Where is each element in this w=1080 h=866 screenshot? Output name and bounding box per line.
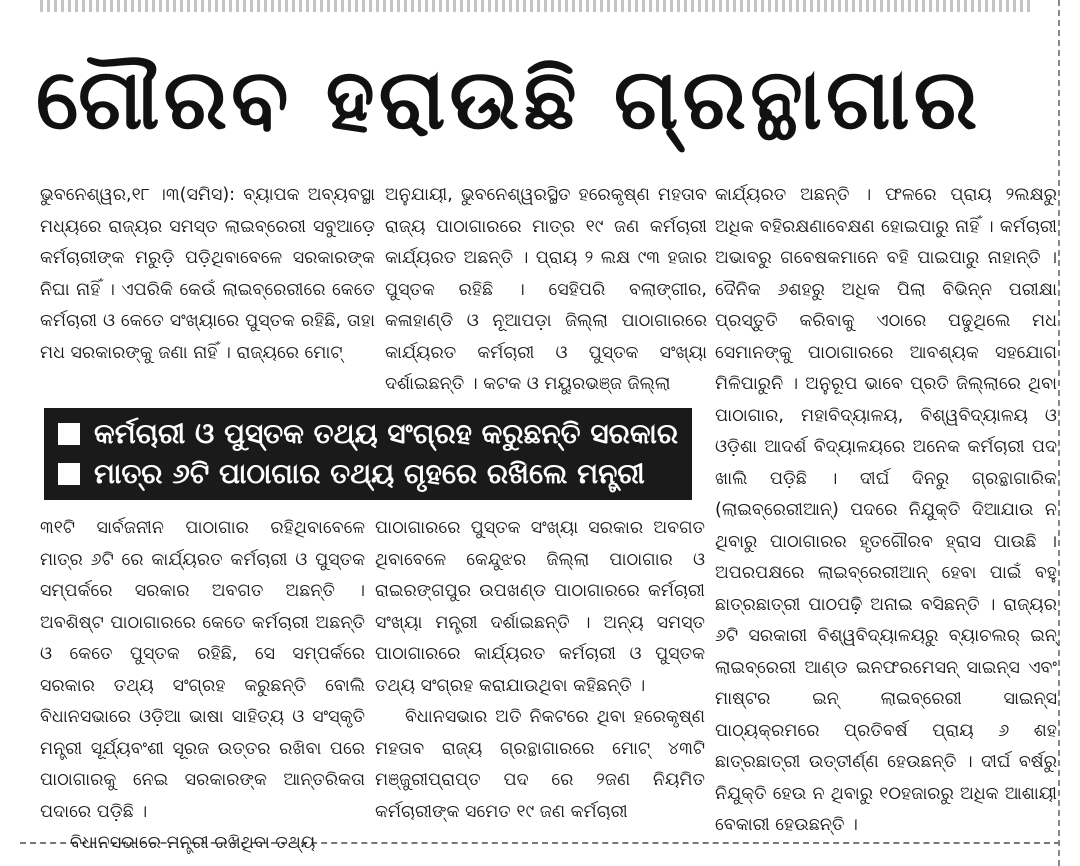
bullet-square-icon bbox=[58, 463, 80, 485]
column-2-top bbox=[385, 180, 707, 415]
highlight-line-2 bbox=[58, 454, 678, 494]
column-2-bottom bbox=[375, 513, 705, 833]
column-3 bbox=[715, 180, 1057, 835]
clipping-edge bbox=[40, 0, 1030, 12]
headline: ଗୌରବ ହରାଉଛି ଗ୍ରନ୍ଥାଗାର bbox=[36, 50, 982, 148]
column-1-top bbox=[40, 180, 375, 415]
highlight-text: ମାତ୍ର ୬ଟି ପାଠାଗାର ତଥ୍ୟ ଗୃହରେ ରଖିଲେ ମନ୍ତ୍ରୀ bbox=[94, 457, 645, 490]
paragraph: ବିଧାନସଭାରେ ମନ୍ତ୍ରୀ ରଖିଥିବା ତଥ୍ୟ bbox=[70, 833, 316, 853]
paragraph: ଅନୁଯାୟୀ, ଭୁବନେଶ୍ୱରସ୍ଥିତ ହରେକୃଷ୍ଣ ମହତାବ ରାଜ୍ୟ ପାଠାଗାରରେ ମାତ୍ର ୧୯ ଜଣ କର୍ମଚାରୀ କାର୍ଯ୍ୟରତ ଅଛନ୍ତି । ପ୍ରାୟ ୨ ଲକ୍ଷ ୯୩ ହଜାର ପୁସ୍ତକ ରହିଛି । ସେହିପରି ବଲାଙ୍ଗୀର, କଳାହାଣ୍ଡି ଓ ନୂଆପଡ଼ା ଜିଲ୍ଲା ପାଠାଗାରରେ କାର୍ଯ୍ୟରତ କର୍ମଚାରୀ ଓ ପୁସ୍ତକ ସଂଖ୍ୟା ଦର୍ଶାଇଛନ୍ତି । କଟକ ଓ ମୟୁରଭଞ୍ଜ ଜିଲ୍ଲା bbox=[385, 185, 707, 394]
paragraph: ୩୧ଟି ସାର୍ବଜନୀନ ପାଠାଗାର ରହିଥିବାବେଳେ ମାତ୍ର ୬ଟି ରେ କାର୍ଯ୍ୟରତ କର୍ମଚାରୀ ଓ ପୁସ୍ତକ ସମ୍ପର୍କରେ ସରକାର ଅବଗତ ଅଛନ୍ତି । ଅବଶିଷ୍ଟ ପାଠାଗାରରେ କେତେ କର୍ମଚାରୀ ଅଛନ୍ତି ଓ କେତେ ପୁସ୍ତକ ରହିଛି, ସେ ସମ୍ପର୍କରେ ସରକାର ତଥ୍ୟ ସଂଗ୍ରହ କରୁଛନ୍ତି ବୋଲି ବିଧାନସଭାରେ ଓଡ଼ିଆ ଭାଷା ସାହିତ୍ୟ ଓ ସଂସ୍କୃତି ମନ୍ତ୍ରୀ ସୂର୍ଯ୍ୟବଂଶୀ ସୂରଜ ଉତ୍ତର ରଖିବା ପରେ ପାଠାଗାରକୁ ନେଇ ସରକାରଙ୍କ ଆନ୍ତରିକତା ପଦାରେ ପଡ଼ିଛି । bbox=[40, 518, 365, 822]
paragraph: କାର୍ଯ୍ୟରତ ଅଛନ୍ତି । ଫଳରେ ପ୍ରାୟ ୨ଲକ୍ଷରୁ ଅଧିକ ବହିରକ୍ଷଣାବେକ୍ଷଣ ହୋଇପାରୁ ନାହିଁ । କର୍ମଚାରୀ ଅଭାବରୁ ଗବେଷକମାନେ ବହି ପାଇପାରୁ ନାହାନ୍ତି । ଦୈନିକ ୬ଶହରୁ ଅଧିକ ପିଲା ବିଭିନ୍ନ ପରୀକ୍ଷା ପ୍ରସ୍ତୁତି କରିବାକୁ ଏଠାରେ ପଢୁଥିଲେ ମଧ ସେମାନଙ୍କୁ ପାଠାଗାରରେ ଆବଶ୍ୟକ ସହଯୋଗ ମିଳିପାରୁନି । ଅନୁରୂପ ଭାବେ ପ୍ରତି ଜିଲ୍ଲାରେ ଥିବା ପାଠାଗାର, ମହାବିଦ୍ୟାଳୟ, ବିଶ୍ୱବିଦ୍ୟାଳୟ ଓ ଓଡ଼ିଶା ଆଦର୍ଶ ବିଦ୍ୟାଳୟରେ ଅନେକ କର୍ମଚାରୀ ପଦ ଖାଲି ପଡ଼ିଛି । ଦୀର୍ଘ ଦିନରୁ ଗ୍ରନ୍ଥାଗାରିକ (ଲାଇବ୍ରେରୀଆନ୍) ପଦରେ ନିଯୁକ୍ତି ଦିଆଯାଉ ନ ଥିବାରୁ ପାଠାଗାରର ହୃତଗୌରବ ହ୍ରାସ ପାଉଛି । ଅପରପକ୍ଷରେ ଲାଇବ୍ରେରୀଆନ୍ ହେବା ପାଇଁ ବହୁ ଛାତ୍ରଛାତ୍ରୀ ପାଠପଢ଼ି ଅନାଇ ବସିଛନ୍ତି । ରାଜ୍ୟର ୬ଟି ସରକାରୀ ବିଶ୍ୱବିଦ୍ୟାଳୟରୁ ବ୍ୟାଚଲର୍ ଇନ୍ ଲାଇବ୍ରେରୀ ଆଣ୍ଡ ଇନଫରମେସନ୍ ସାଇନ୍ସ ଏବଂ ମାଷ୍ଟର ଇନ୍ ଲାଇବ୍ରେରୀ ସାଇନ୍ସ ପାଠ୍ୟକ୍ରମରେ ପ୍ରତିବର୍ଷ ପ୍ରାୟ ୬ ଶହ ଛାତ୍ରଛାତ୍ରୀ ଉତ୍ତୀର୍ଣ୍ଣ ହେଉଛନ୍ତି । ଦୀର୍ଘ ବର୍ଷରୁ ନିଯୁକ୍ତି ହେଉ ନ ଥିବାରୁ ୧୦ହଜାରରୁ ଅଧିକ ଆଶାୟୀ ବେକାରୀ ହେଉଛନ୍ତି । bbox=[715, 185, 1057, 835]
paragraph: ବିଧାନସଭାର ଅତି ନିକଟରେ ଥିବା ହରେକୃଷ୍ଣ ମହତାବ ରାଜ୍ୟ ଗ୍ରନ୍ଥାଗାରରେ ମୋଟ୍ ୪୩ଟି ମଞ୍ଜୁରୀପ୍ରାପ୍ତ ପଦ ରେ ୨ଜଣ ନିୟମିତ କର୍ମଚାରୀଙ୍କ ସମେତ ୧୯ ଜଣ କର୍ମଚାରୀ bbox=[375, 707, 705, 822]
paragraph: ଭୁବନେଶ୍ୱର,୧୮ ।୩(ସମିସ): ବ୍ୟାପକ ଅବ୍ୟବସ୍ଥା ମଧ୍ୟରେ ରାଜ୍ୟର ସମସ୍ତ ଲାଇବ୍ରେରୀ ସବୁଆଡ଼େ କର୍ମଚାରୀଙ୍କ ମରୁଡ଼ି ପଡ଼ିଥିବାବେଳେ ସରକାରଙ୍କ ନିଘା ନାହିଁ । ଏପରିକି କେଉଁ ଲାଇବ୍ରେରୀରେ କେତେ କର୍ମଚାରୀ ଓ କେତେ ସଂଖ୍ୟାରେ ପୁସ୍ତକ ରହିଛି, ତାହା ମଧ ସରକାରଙ୍କୁ ଜଣା ନାହିଁ । ରାଜ୍ୟରେ ମୋଟ୍ bbox=[40, 185, 375, 363]
highlight-text: କର୍ମଚାରୀ ଓ ପୁସ୍ତକ ତଥ୍ୟ ସଂଗ୍ରହ କରୁଛନ୍ତି ସରକାର bbox=[94, 417, 679, 450]
highlight-line-1 bbox=[58, 414, 678, 454]
bullet-square-icon bbox=[58, 423, 80, 445]
column-divider bbox=[1058, 0, 1060, 866]
highlight-box bbox=[44, 408, 692, 500]
column-1-bottom bbox=[40, 513, 365, 853]
paragraph: ପାଠାଗାରରେ ପୁସ୍ତକ ସଂଖ୍ୟା ସରକାର ଅବଗତ ଥିବାବେଳେ କେନ୍ଦୁଝର ଜିଲ୍ଲା ପାଠାଗାର ଓ ରାଇରଙ୍ଗପୁର ଉପଖଣ୍ଡ ପାଠାଗାରରେ କର୍ମଚାରୀ ସଂଖ୍ୟା ମନ୍ତ୍ରୀ ଦର୍ଶାଇଛନ୍ତି । ଅନ୍ୟ ସମସ୍ତ ପାଠାଗାରରେ କାର୍ଯ୍ୟରତ କର୍ମଚାରୀ ଓ ପୁସ୍ତକ ତଥ୍ୟ ସଂଗ୍ରହ କରାଯାଉଥିବା କହିଛନ୍ତି । bbox=[375, 518, 705, 696]
